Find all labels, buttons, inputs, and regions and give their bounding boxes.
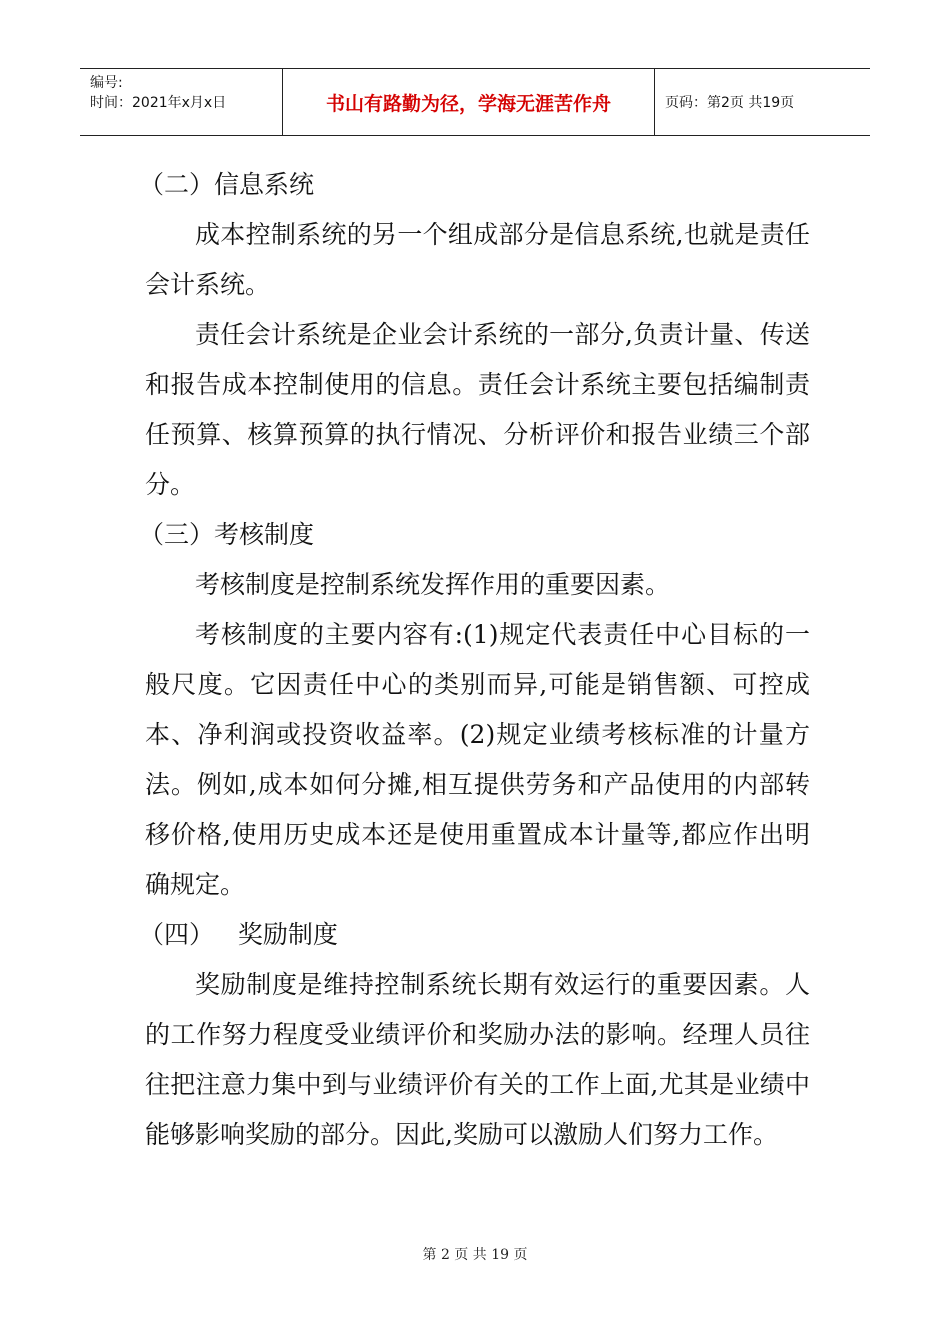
paragraph: 考核制度是控制系统发挥作用的重要因素。 — [195, 570, 671, 599]
paragraph: 成本控制系统的另一个组成部分是信息系统,也就是责任会计系统。 — [145, 220, 810, 299]
header-meta — [80, 69, 283, 135]
page-header — [80, 68, 870, 136]
time-label: 时间：2021年x月x日 — [90, 95, 227, 111]
paragraph: 考核制度的主要内容有:(1)规定代表责任中心目标的一般尺度。它因责任中心的类别而异,可能是销售额、可控成本、净利润或投资收益率。(2)规定业绩考核标准的计量方法。例如,成本如何分摊,相互提供劳务和产品使用的内部转移价格,使用历史成本还是使用重置成本计量等,都应作出明确规定。 — [145, 620, 810, 899]
header-motto: 书山有路勤为径，学海无涯苦作舟 — [283, 69, 655, 135]
serial-label: 编号: — [90, 75, 123, 91]
header-page-info: 页码：第2页 共19页 — [665, 95, 795, 111]
page-footer: 第 2 页 共 19 页 — [422, 1247, 528, 1263]
paragraph: 奖励制度是维持控制系统长期有效运行的重要因素。人的工作努力程度受业绩评价和奖励办法的影响。经理人员往往把注意力集中到与业绩评价有关的工作上面,尤其是业绩中能够影响奖励的部分。因此,奖励可以激励人们努力工作。 — [145, 970, 810, 1149]
section-heading-reward-system: （四） 奖励制度 — [139, 920, 338, 949]
paragraph: 责任会计系统是企业会计系统的一部分,负责计量、传送和报告成本控制使用的信息。责任会计系统主要包括编制责任预算、核算预算的执行情况、分析评价和报告业绩三个部分。 — [145, 320, 810, 499]
section-heading-assessment-system: （三）考核制度 — [139, 520, 315, 549]
document-body — [139, 160, 810, 1160]
section-heading-information-system: （二）信息系统 — [139, 170, 315, 199]
